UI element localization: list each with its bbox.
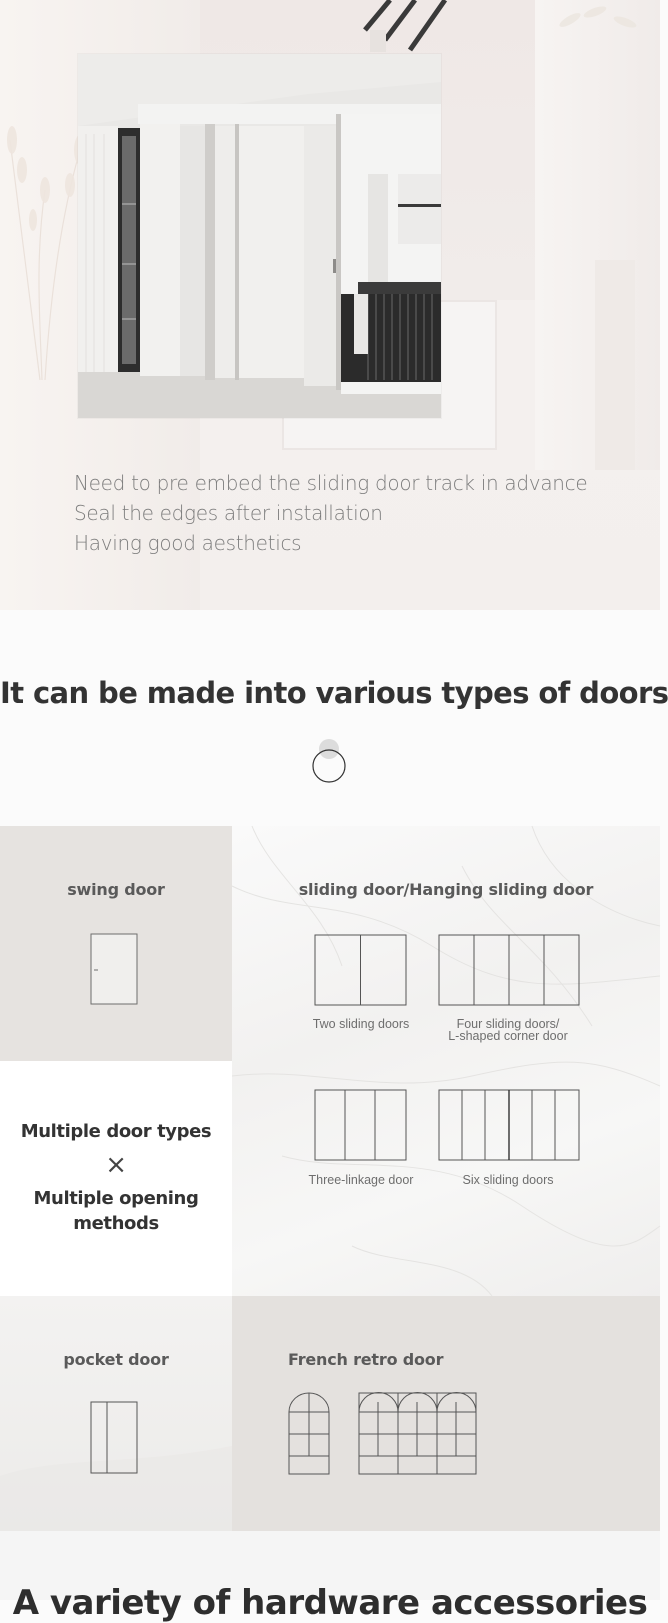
sliding-door-interior-photo bbox=[78, 54, 441, 418]
french-retro-door-panel bbox=[232, 1296, 660, 1531]
swing-door-title: swing door bbox=[67, 880, 165, 899]
pocket-door-panel bbox=[0, 1296, 232, 1531]
hardware-section bbox=[0, 1531, 660, 1623]
pocket-door-icon bbox=[90, 1401, 140, 1475]
hero-feature-line: Having good aesthetics bbox=[74, 531, 302, 555]
two-sliding-doors-caption: Two sliding doors bbox=[312, 1017, 410, 1031]
multi-line-2: Multiple opening bbox=[33, 1188, 199, 1209]
multi-line-3: methods bbox=[73, 1213, 159, 1234]
french-single-door-icon bbox=[288, 1392, 330, 1476]
pocket-door-title: pocket door bbox=[63, 1350, 169, 1369]
track-rail-graphic bbox=[360, 0, 470, 60]
four-sliding-doors-icon bbox=[438, 934, 581, 1006]
four-sliding-doors-caption-line1: Four sliding doors/ bbox=[456, 1017, 560, 1031]
hero-background-right bbox=[535, 0, 660, 470]
multi-line-1: Multiple door types bbox=[20, 1121, 212, 1142]
multiple-door-types-text bbox=[0, 1119, 232, 1236]
multiple-door-types-panel bbox=[0, 1061, 232, 1296]
hero-feature-line: Seal the edges after installation bbox=[74, 501, 383, 525]
french-retro-door-title: French retro door bbox=[288, 1350, 444, 1369]
sliding-door-panel bbox=[232, 826, 660, 1296]
swing-door-icon bbox=[90, 933, 140, 1007]
door-types-heading: It can be made into various types of doors bbox=[0, 676, 668, 710]
french-triple-door-icon bbox=[358, 1392, 478, 1476]
swing-door-panel bbox=[0, 826, 232, 1061]
hero-section bbox=[0, 0, 660, 610]
six-sliding-doors-icon bbox=[438, 1089, 581, 1161]
three-linkage-door-icon bbox=[314, 1089, 408, 1161]
hardware-heading: A variety of hardware accessories bbox=[12, 1583, 648, 1623]
sliding-door-title: sliding door/Hanging sliding door bbox=[298, 880, 594, 899]
six-sliding-doors-caption: Six sliding doors bbox=[462, 1173, 554, 1187]
hero-feature-line: Need to pre embed the sliding door track in advance bbox=[74, 471, 588, 495]
four-sliding-doors-caption bbox=[428, 1018, 588, 1042]
four-sliding-doors-caption-line2: L-shaped corner door bbox=[448, 1029, 568, 1043]
circle-ornament-icon bbox=[309, 736, 349, 786]
times-icon: × bbox=[105, 1150, 127, 1180]
two-sliding-doors-icon bbox=[314, 934, 408, 1006]
three-linkage-door-caption: Three-linkage door bbox=[308, 1173, 414, 1187]
hero-feature-list bbox=[74, 468, 634, 558]
